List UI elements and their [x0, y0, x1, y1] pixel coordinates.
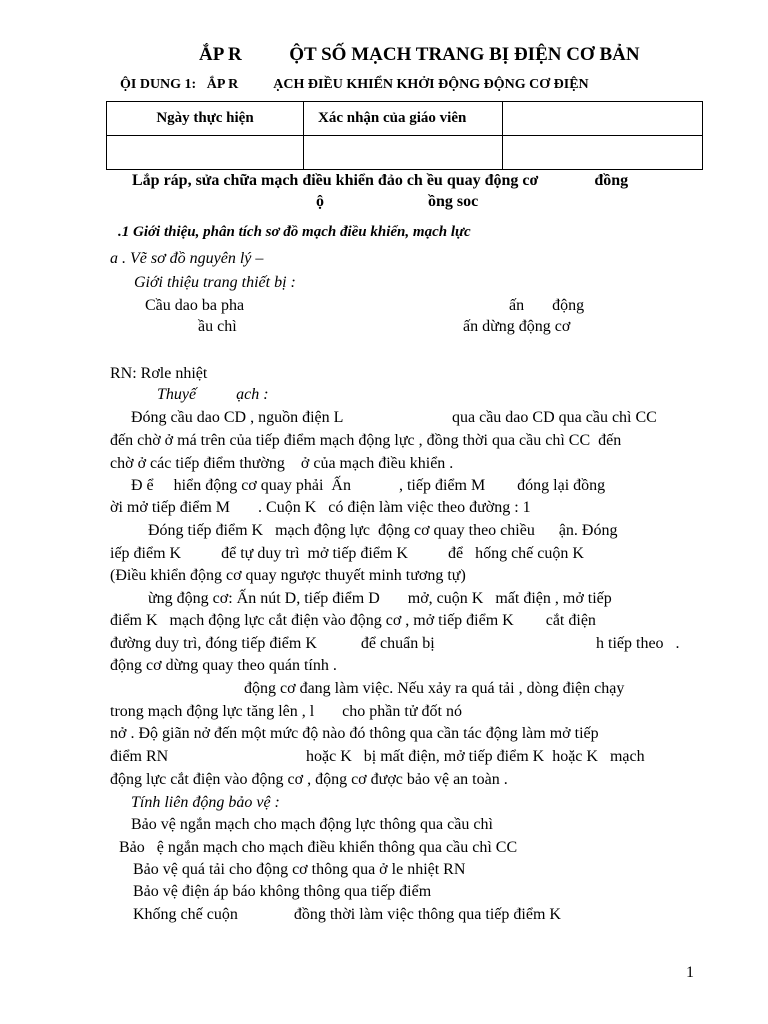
section-heading-line-1: Lắp ráp, sửa chữa mạch điều khiển đảo ch ều quay động cơ đồng	[132, 172, 629, 189]
body-line: Tính liên động bảo vệ :	[131, 794, 280, 811]
section-heading-line-2: ộ ồng soc	[316, 193, 479, 210]
body-line: đường duy trì, đóng tiếp điểm K để chuẩn bị	[110, 635, 435, 652]
body-line: động cơ dừng quay theo quán tính .	[110, 657, 337, 674]
document-title: ẮP R ỘT SỐ MẠCH TRANG BỊ ĐIỆN CƠ BẢN	[199, 44, 640, 65]
body-line: hoặc K bị mất điện, mở tiếp điểm K hoặc K mạch	[306, 748, 645, 765]
header-empty	[503, 102, 703, 136]
date-cell[interactable]	[107, 136, 304, 170]
body-line: ầu chì	[198, 318, 237, 335]
body-line: Cầu dao ba pha	[145, 297, 245, 314]
body-line: động lực cắt điện vào động cơ , động cơ được bảo vệ an toàn .	[110, 771, 508, 788]
record-table	[106, 101, 703, 170]
body-line: điểm K mạch động lực cắt điện vào động cơ , mở tiếp điểm K cắt điện	[110, 612, 596, 629]
body-line: RN: Rơle nhiệt	[110, 365, 208, 382]
table-header-row	[107, 102, 703, 136]
subsection-heading: .1 Giới thiệu, phân tích sơ đồ mạch điều khiển, mạch lực	[118, 224, 471, 240]
body-line: Bảo vệ ngắn mạch cho mạch động lực thông qua cầu chì	[131, 816, 493, 833]
body-line: Đóng tiếp điểm K mạch động lực động cơ quay theo chiều ận. Đóng	[148, 522, 618, 539]
body-line: trong mạch động lực tăng lên , l cho phần tử đốt nó	[110, 703, 462, 720]
body-line: nở . Độ giãn nở đến một mức độ nào đó thông qua cần tác động làm mở tiếp	[110, 725, 599, 742]
body-line: động cơ đang làm việc. Nếu xảy ra quá tải , dòng điện chạy	[244, 680, 625, 697]
body-line: iếp điểm K để tự duy trì mở tiếp điểm K để hống chế cuộn K	[110, 545, 584, 562]
extra-cell[interactable]	[503, 136, 703, 170]
body-line: Giới thiệu trang thiết bị :	[134, 274, 296, 291]
body-line: Đ ể hiển động cơ quay phải Ấn , tiếp điểm M đóng lại đồng	[131, 477, 606, 494]
body-line: điểm RN	[110, 748, 169, 765]
body-line: chờ ở các tiếp điểm thường ở của mạch điều khiển .	[110, 455, 454, 472]
body-line: ấn động	[509, 297, 585, 314]
body-line: (Điều khiển động cơ quay ngược thuyết minh tương tự)	[110, 567, 466, 584]
body-line: Bảo ệ ngắn mạch cho mạch điều khiển thông qua cầu chì CC	[119, 839, 518, 856]
body-line: a . Vẽ sơ đồ nguyên lý –	[110, 250, 264, 267]
table-row	[107, 136, 703, 170]
teacher-confirmation-cell[interactable]	[304, 136, 503, 170]
body-line: h tiếp theo .	[596, 635, 680, 652]
body-line: Bảo vệ điện áp báo không thông qua tiếp điểm	[133, 883, 432, 900]
body-line: Khống chế cuộn đồng thời làm việc thông qua tiếp điểm K	[133, 906, 561, 923]
body-line: đến chờ ở má trên của tiếp điểm mạch động lực , đồng thời qua cầu chì CC đến	[110, 432, 622, 449]
body-line: Bảo vệ quá tải cho động cơ thông qua ở le nhiệt RN	[133, 861, 466, 878]
header-teacher-confirmation: Xác nhận của giáo viên	[304, 102, 503, 136]
content-heading: ỘI DUNG 1: ẮP R ẠCH ĐIỀU KHIỂN KHỞI ĐỘNG ĐỘNG CƠ ĐIỆN	[120, 77, 589, 92]
body-line: ấn dừng động cơ	[463, 318, 571, 335]
body-line: ời mở tiếp điểm M . Cuộn K có điện làm việc theo đường : 1	[110, 499, 531, 516]
body-line: Thuyế ạch :	[157, 386, 269, 403]
header-date: Ngày thực hiện	[107, 102, 304, 136]
body-line: Đóng cầu dao CD , nguồn điện L	[131, 409, 344, 426]
body-line: qua cầu dao CD qua cầu chì CC	[452, 409, 657, 426]
page-number: 1	[686, 964, 694, 981]
body-line: ừng động cơ: Ấn nút D, tiếp điểm D mở, cuộn K mất điện , mở tiếp	[148, 590, 612, 607]
